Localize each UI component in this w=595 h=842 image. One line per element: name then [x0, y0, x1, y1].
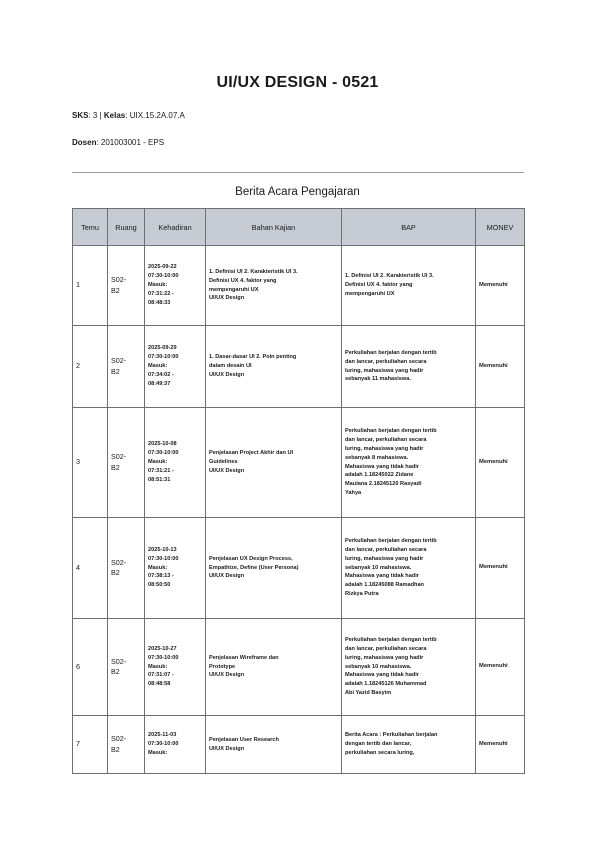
header-bap: BAP — [342, 209, 476, 246]
ruang-cell — [108, 246, 145, 326]
monev-value: Memenuhi — [479, 564, 508, 571]
bap-value: Perkuliahan berjalan dengan tertib dan lancar, perkuliahan secara luring, mahasiswa yang hadir sebanyak 8 mahasiswa. Mahasiswa yang tidak hadir adalah 1.18245022 Zidane Maulana 2.18245120 Rasyadi Yahya — [345, 427, 437, 497]
bahan-kajian-cell — [206, 246, 342, 326]
ruang-value: S02- B2 — [111, 656, 127, 676]
kelas-label: Kelas — [103, 111, 126, 120]
table-row — [73, 326, 525, 408]
bap-value: Perkuliahan berjalan dengan tertib dan lancar, perkuliahan secara luring, mahasiswa yang hadir sebanyak 10 mahasiswa. Mahasiswa yang tidak hadir adalah 1.18245126 Muhammad Abi Yazid Basyim — [345, 636, 437, 697]
ruang-value: S02- B2 — [111, 275, 127, 295]
temu-cell — [73, 619, 108, 716]
temu-cell — [73, 326, 108, 408]
temu-cell — [73, 716, 108, 774]
ruang-value: S02- B2 — [111, 356, 127, 376]
bap-cell — [342, 246, 476, 326]
monev-value: Memenuhi — [479, 458, 508, 465]
temu-value: 6 — [76, 661, 80, 671]
bap-cell — [342, 716, 476, 774]
table-header-row — [73, 209, 525, 246]
header-temu: Temu — [73, 209, 108, 246]
temu-value: 2 — [76, 361, 80, 371]
bap-value: Perkuliahan berjalan dengan tertib dan lancar, perkuliahan secara luring, mahasiswa yang hadir sebanyak 11 mahasiswa. — [345, 349, 437, 383]
temu-cell — [73, 518, 108, 619]
monev-value: Memenuhi — [479, 740, 508, 747]
bap-cell — [342, 408, 476, 518]
monev-cell — [476, 619, 525, 716]
bap-value: 1. Definisi UI 2. Karakteristik UI 3. Definisi UX 4. faktor yang mempengaruhi UX — [345, 273, 434, 297]
bap-cell — [342, 326, 476, 408]
monev-cell — [476, 518, 525, 619]
bahan-kajian-cell — [206, 716, 342, 774]
header-bahan-kajian: Bahan Kajian — [206, 209, 342, 246]
bahan-kajian-cell — [206, 408, 342, 518]
table-row — [73, 619, 525, 716]
monev-value: Memenuhi — [479, 362, 508, 369]
sks-value: : 3 — [88, 111, 98, 120]
kehadiran-value: 2025-09-29 07:30-10:00 Masuk: 07:34:02 - 08:49:37 — [148, 345, 179, 387]
monev-cell — [476, 246, 525, 326]
kehadiran-cell — [145, 518, 206, 619]
temu-value: 1 — [76, 280, 80, 290]
header-kehadiran: Kehadiran — [145, 209, 206, 246]
bahan-kajian-value: 1. Definisi UI 2. Karakteristik UI 3. Definisi UX 4. faktor yang mempengaruhi UX UI/UX Design — [209, 268, 298, 302]
bap-cell — [342, 619, 476, 716]
monev-value: Memenuhi — [479, 663, 508, 670]
kehadiran-cell — [145, 246, 206, 326]
document-title: UI/UX DESIGN - 0521 — [216, 74, 379, 91]
header-monev: MONEV — [476, 209, 525, 246]
bahan-kajian-value: Penjelasan User Research UI/UX Design — [209, 736, 279, 752]
course-meta — [72, 111, 185, 120]
teaching-record-table — [72, 208, 525, 774]
ruang-cell — [108, 518, 145, 619]
bahan-kajian-cell — [206, 518, 342, 619]
bahan-kajian-cell — [206, 619, 342, 716]
temu-value: 4 — [76, 562, 80, 572]
bahan-kajian-value: 1. Dasar-dasar UI 2. Poin penting dalam desain UI UI/UX Design — [209, 354, 297, 378]
kehadiran-cell — [145, 619, 206, 716]
monev-cell — [476, 716, 525, 774]
table-row — [73, 246, 525, 326]
kehadiran-value: 2025-11-03 07:30-10:00 Masuk: — [148, 732, 179, 756]
kehadiran-value: 2025-10-13 07:30-10:00 Masuk: 07:38:13 - 08:50:50 — [148, 546, 179, 589]
sks-label: SKS — [72, 111, 89, 120]
bahan-kajian-value: Penjelasan UX Design Process, Empathize, Define (User Persona) UI/UX Design — [209, 555, 299, 580]
lecturer-meta — [72, 138, 164, 147]
bahan-kajian-value: Penjelasan Project Akhir dan UI Guidelines UI/UX Design — [209, 450, 294, 474]
table-row — [73, 408, 525, 518]
kehadiran-cell — [145, 716, 206, 774]
bap-cell — [342, 518, 476, 619]
bahan-kajian-cell — [206, 326, 342, 408]
ruang-value: S02- B2 — [111, 452, 127, 472]
kehadiran-value: 2025-10-08 07:30-10:00 Masuk: 07:31:21 - 08:51:31 — [148, 441, 179, 483]
ruang-cell — [108, 716, 145, 774]
header-ruang: Ruang — [108, 209, 145, 246]
kehadiran-value: 2025-09-22 07:30-10:00 Masuk: 07:31:22 - 08:48:33 — [148, 264, 179, 306]
ruang-cell — [108, 326, 145, 408]
kehadiran-cell — [145, 408, 206, 518]
kehadiran-value: 2025-10-27 07:30-10:00 Masuk: 07:31:07 - 08:48:58 — [148, 645, 179, 688]
section-title: Berita Acara Pengajaran — [235, 186, 360, 198]
bap-value: Berita Acara : Perkuliahan berjalan dengan tertib dan lancar, perkuliahan secara luring, — [345, 732, 438, 756]
ruang-cell — [108, 408, 145, 518]
dosen-label: Dosen — [72, 138, 97, 147]
dosen-value: : 201003001 - EPS — [96, 138, 165, 147]
temu-cell — [73, 408, 108, 518]
temu-cell — [73, 246, 108, 326]
ruang-cell — [108, 619, 145, 716]
ruang-value: S02- B2 — [111, 557, 127, 577]
table-row — [73, 716, 525, 774]
ruang-value: S02- B2 — [111, 734, 127, 754]
kelas-value: : UIX.15.2A.07.A — [125, 111, 185, 120]
section-divider — [72, 172, 524, 173]
kehadiran-cell — [145, 326, 206, 408]
monev-cell — [476, 408, 525, 518]
bahan-kajian-value: Penjelasan Wireframe dan Prototype UI/UX Design — [209, 654, 279, 679]
monev-cell — [476, 326, 525, 408]
monev-value: Memenuhi — [479, 281, 508, 288]
temu-value: 7 — [76, 739, 80, 749]
meta-separator: | — [99, 111, 102, 120]
table-row — [73, 518, 525, 619]
temu-value: 3 — [76, 457, 80, 467]
bap-value: Perkuliahan berjalan dengan tertib dan lancar, perkuliahan secara luring, mahasiswa yang hadir sebanyak 10 mahasiswa. Mahasiswa yang tidak hadir adalah 1.18245088 Ramadhan Rizkya Putra — [345, 537, 437, 598]
